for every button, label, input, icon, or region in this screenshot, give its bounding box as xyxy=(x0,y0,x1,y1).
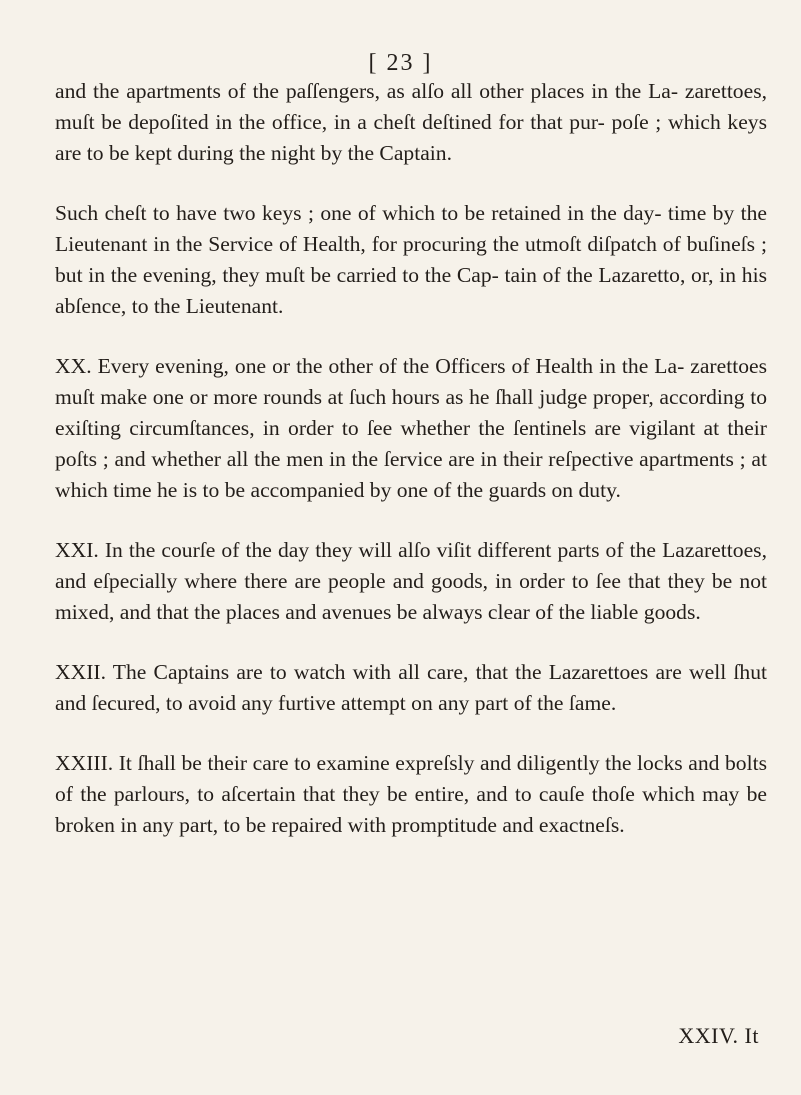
page-number-header: [ 23 ] xyxy=(368,50,433,76)
body-text xyxy=(55,76,767,870)
paragraph-article-xxii: XXII. The Captains are to watch with all care, that the Lazarettoes are well ſhut and ſecured, to avoid any furtive attempt on any part of the ſame. xyxy=(55,660,767,715)
paragraph-article-xx: XX. Every evening, one or the other of the Officers of Health in the La- zarettoes muſt make one or more rounds at ſuch hours as he ſhall judge proper, according to exiſting circumſtances, in order to ſee whether the ſentinels are vigilant at their poſts ; and whether all the men in the ſervice are in their reſpective apartments ; at which time he is to be accompanied by one of the guards on duty. xyxy=(55,354,767,502)
paragraph-article-xxi: XXI. In the courſe of the day they will alſo viſit different parts of the Lazarettoes, and eſpecially where there are people and goods, in order to ſee that they be not mixed, and that the places and avenues be always clear of the liable goods. xyxy=(55,538,767,624)
paragraph-article-xxiii: XXIII. It ſhall be their care to examine expreſsly and diligently the locks and bolts of the parlours, to aſcertain that they be entire, and to cauſe thoſe which may be broken in any part, to be repaired with promptitude and exactneſs. xyxy=(55,751,767,837)
catchword: XXIV. It xyxy=(678,1023,759,1048)
paragraph-chest-keys: Such cheſt to have two keys ; one of which to be retained in the day- time by the Lieutenant in the Service of Health, for procuring the utmoſt diſpatch of buſineſs ; but in the evening, they muſt be carried to the Cap- tain of the Lazaretto, or, in his abſence, to the Lieutenant. xyxy=(55,201,767,318)
paragraph-continuation: and the apartments of the paſſengers, as alſo all other places in the La- zarettoes, muſt be depoſited in the office, in a cheſt deſtined for that pur- poſe ; which keys are to be kept during the night by the Captain. xyxy=(55,79,767,165)
